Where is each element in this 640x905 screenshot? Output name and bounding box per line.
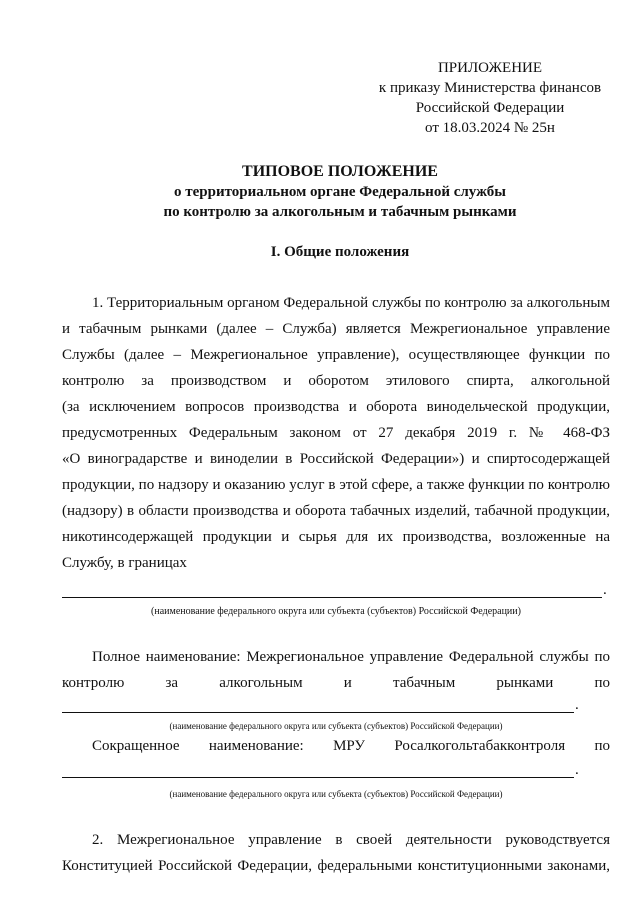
period: . (575, 762, 579, 778)
text-line: «О виноградарстве и виноделии в Российской Федерации») и спиртосодержащей (62, 451, 610, 467)
text-line: Сокращенное наименование: МРУ Росалкогольтабакконтроля по (92, 738, 610, 754)
fill-in-line (62, 777, 574, 778)
appendix-title: ПРИЛОЖЕНИЕ (437, 60, 543, 76)
appendix-header (360, 58, 620, 138)
paragraph-1 (62, 290, 610, 576)
text-line: 2. Межрегиональное управление в своей деятельности руководствуется (92, 832, 610, 848)
text-line: Службы (далее – Межрегиональное управление), осуществляющее функции по (62, 347, 610, 363)
full-name-paragraph (62, 644, 610, 696)
text-line: 1. Территориальным органом Федеральной службы по контролю за алкогольным (92, 295, 610, 311)
text-line: и табачным рынками (далее – Служба) является Межрегиональное управление (62, 321, 610, 337)
appendix-line: к приказу Министерства финансов (378, 80, 602, 96)
field-caption: (наименование федерального округа или субъекта (субъектов) Российской Федерации) (169, 789, 503, 799)
text-line: контролю за производством и оборотом этилового спирта, алкогольной (62, 373, 610, 389)
text-line: (надзору) в области производства и оборота табачных изделий, табачной продукции, (62, 503, 610, 519)
text-line: продукции, по надзору и оказанию услуг в этой сфере, а также функции по контролю (62, 477, 610, 493)
title-line: о территориальном органе Федеральной службы (174, 184, 506, 200)
title-line: ТИПОВОЕ ПОЛОЖЕНИЕ (242, 163, 438, 180)
document-title (60, 162, 620, 222)
text-line: предусмотренных Федеральным законом от 27 декабря 2019 г. № 468-ФЗ (62, 425, 610, 441)
text-line: Конституцией Российской Федерации, федеральными конституционными законами, (62, 858, 610, 874)
text-line: Полное наименование: Межрегиональное управление Федеральной службы по (92, 649, 610, 665)
paragraph-2 (62, 827, 610, 879)
fill-in-line (62, 712, 574, 713)
appendix-line: Российской Федерации (415, 100, 565, 116)
text-line: контролю за алкогольным и табачным рынками по (62, 675, 610, 691)
period: . (603, 582, 607, 598)
short-name-paragraph (62, 733, 610, 759)
section-heading: I. Общие положения (270, 244, 410, 260)
period: . (575, 697, 579, 713)
text-line: никотинсодержащей продукции и сырья для их производства, возложенные на (62, 529, 610, 545)
field-caption: (наименование федерального округа или субъекта (субъектов) Российской Федерации) (169, 721, 503, 731)
title-line: по контролю за алкогольным и табачным рынками (163, 204, 517, 220)
fill-in-line (62, 597, 602, 598)
text-line: Службу, в границах (62, 555, 187, 571)
text-line: (за исключением вопросов производства и оборота винодельческой продукции, (62, 399, 610, 415)
appendix-date: от 18.03.2024 № 25н (425, 120, 555, 136)
field-caption: (наименование федерального округа или субъекта (субъектов) Российской Федерации) (151, 606, 521, 617)
